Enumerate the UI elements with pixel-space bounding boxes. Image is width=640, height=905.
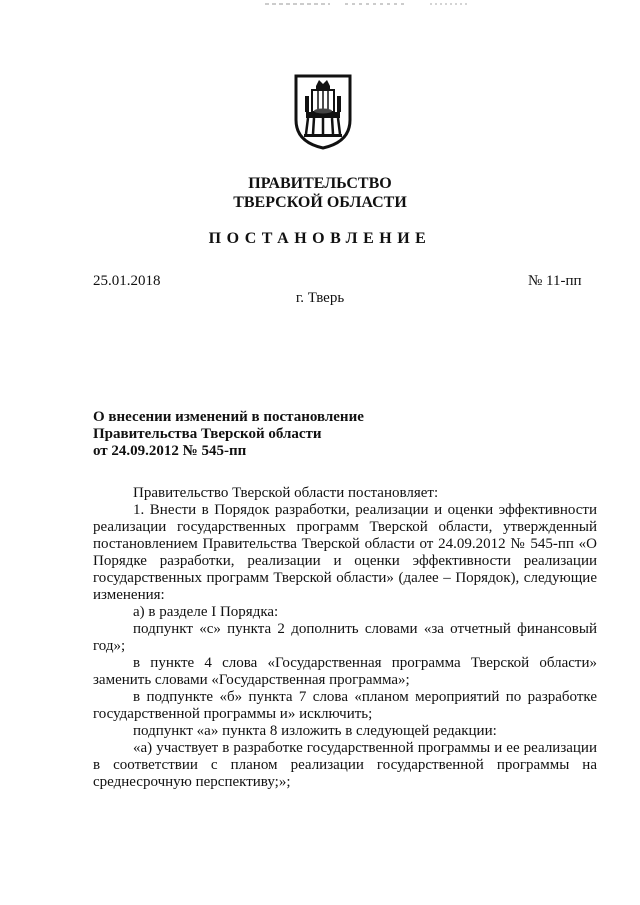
document-body	[93, 485, 597, 791]
government-name-line1: ПРАВИТЕЛЬСТВО	[248, 175, 392, 192]
subject-line: от 24.09.2012 № 545-пп	[93, 443, 247, 459]
body-paragraph: подпункт «с» пункта 2 дополнить словами «за отчетный финансовый год»;	[93, 621, 597, 654]
coat-of-arms-icon	[292, 72, 354, 150]
body-paragraph: «а) участвует в разработке государственной программы и ее реализации в соответствии с планом реализации государственной программы на среднесрочную перспективу;»;	[93, 740, 597, 790]
scan-artifact-top	[0, 3, 640, 7]
body-paragraph: в подпункте «б» пункта 7 слова «планом мероприятий по разработке государственной программы и» исключить;	[93, 689, 597, 722]
government-name-line2: ТВЕРСКОЙ ОБЛАСТИ	[233, 194, 407, 211]
body-paragraph: а) в разделе I Порядка:	[133, 604, 279, 620]
body-paragraph: подпункт «а» пункта 8 изложить в следующей редакции:	[133, 723, 497, 739]
document-number: № 11-пп	[528, 273, 582, 289]
document-type-title: ПОСТАНОВЛЕНИЕ	[208, 230, 432, 247]
body-paragraph: 1. Внести в Порядок разработки, реализации и оценки эффективности реализации государственных программ Тверской области, утвержденный постановлением Правительства Тверской области от 24.09.2012 № 545-пп «О Порядке разработки, реализации и оценки эффективности реализации государственных программ Тверской области» (далее – Порядок), следующие изменения:	[93, 502, 597, 603]
subject-line: О внесении изменений в постановление	[93, 409, 364, 425]
document-date: 25.01.2018	[93, 273, 161, 289]
subject-line: Правительства Тверской области	[93, 426, 322, 442]
body-paragraph: в пункте 4 слова «Государственная программа Тверской области» заменить словами «Государственная программа»;	[93, 655, 597, 688]
body-paragraph: Правительство Тверской области постановляет:	[133, 485, 439, 501]
document-subject	[93, 409, 364, 460]
document-city: г. Тверь	[295, 290, 345, 306]
